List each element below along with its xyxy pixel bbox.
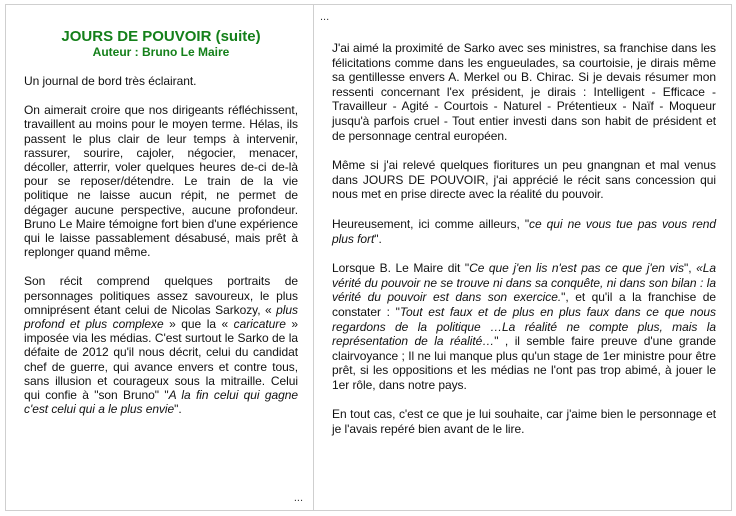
left-column-content <box>24 29 298 431</box>
quote-span: A la fin celui qui gagne c'est celui qui a le plus envie <box>24 388 298 417</box>
continued-dots: ... <box>320 11 330 23</box>
text-span: » que la « <box>163 317 234 332</box>
text-span: Heureusement, ici comme ailleurs, " <box>332 216 530 231</box>
quote-span: «La vérité du pouvoir ne se trouve ni dans sa conquête, ni dans son bilan : la vérité du pouvoir est dans son exercice. <box>332 261 716 305</box>
text-span: ", <box>684 261 697 276</box>
intro-paragraph: Un journal de bord très éclairant. <box>24 74 197 88</box>
book-title: JOURS DE POUVOIR (suite) <box>61 28 261 45</box>
right-column <box>313 4 732 511</box>
quote-span: ce qui ne vous tue pas vous rend plus fort <box>332 216 716 246</box>
quote-span: Ce que j'en lis n'est pas ce que j'en vis <box>469 261 684 276</box>
appreciation-paragraph: Même si j'ai relevé quelques fioritures un peu gnangnan et mal venus dans JOURS DE POUVOIR, j'ai apprécié le récit sans concession qui nous met en prise directe avec la réalité du pouvoir. <box>332 158 716 202</box>
sarkozy-paragraph: J'ai aimé la proximité de Sarko avec ses ministres, sa franchise dans les félicitations comme dans les engueulades, sa courtoisie, je dirais même sa gentillesse envers A. Merkel ou B. Chirac. Si je devais résumer mon ressenti concernant l'ex président, je dirais : Intelligent - Efficace - Travailleur - Agité - Courtois - Naturel - Prétentieux - Naïf - Moqueur jusqu'à parfois cruel - Tout entier investi dans son habit de président et de personnage central européen. <box>332 41 716 143</box>
saying-paragraph <box>332 217 716 246</box>
right-column-content <box>332 41 716 452</box>
closing-paragraph: En tout cas, c'est ce que je lui souhaite, car j'aime bien le personnage et je l'avais repéré bien avant de le lire. <box>332 407 716 437</box>
quote-span: Tout est faux et de plus en plus faux dans ce que nous regardons de la politique …La réalité ne compte plus, mais la représentation de la réalité… <box>332 304 716 349</box>
politics-paragraph: On aimerait croire que nos dirigeants réfléchissent, travaillent au moins pour le moyen terme. Hélas, ils passent le plus clair de leur temps à intervenir, rassurer, sourire, cajoler, négocier, menacer, décoller, atterrir, voler quelques heures de-ci de-là pour se reposer/détendre. Le train de la vie politique ne laisse aucun répit, ne permet de dégager aucune perspective, aucune profondeur. Bruno Le Maire témoigne fort bien d'une expérience qui le laisse passablement désabusé, mais prêt à replonger quand même. <box>24 103 298 260</box>
text-span: " , il semble faire preuve d'une grande clairvoyance ; Il ne lui manque plus qu'un stage de 1er ministre pour être prêt, si les oppositions et les médias ne l'ont pas trop abimé, à jouer le 1er rôle, dans notre pays. <box>332 334 716 392</box>
continuation-dots: ... <box>293 492 303 504</box>
text-span: ", et qu'il a la franchise de constater : " <box>332 290 716 319</box>
quotes-paragraph <box>332 261 716 392</box>
text-span: » imposée via les médias. C'est surtout le Sarko de la défaite de 2012 qu'il nous décrit, celui du candidat chef de guerre, qui avance envers et contre tous, sans illusion et courageux sous la mitraille. Celui qui confie à "son Bruno" " <box>24 317 298 403</box>
left-column <box>5 4 314 511</box>
quote-span: plus profond et plus complexe <box>24 302 298 332</box>
quote-span: caricature <box>233 317 286 332</box>
text-span: ". <box>374 231 382 246</box>
text-span: Lorsque B. Le Maire dit " <box>332 261 470 276</box>
text-span: ". <box>174 402 182 417</box>
text-span: Son récit comprend quelques portraits de personnages politiques assez savoureux, le plus omniprésent étant celui de Nicolas Sarkozy, « <box>24 274 298 317</box>
book-author: Auteur : Bruno Le Maire <box>92 45 230 59</box>
portraits-paragraph <box>24 274 298 416</box>
